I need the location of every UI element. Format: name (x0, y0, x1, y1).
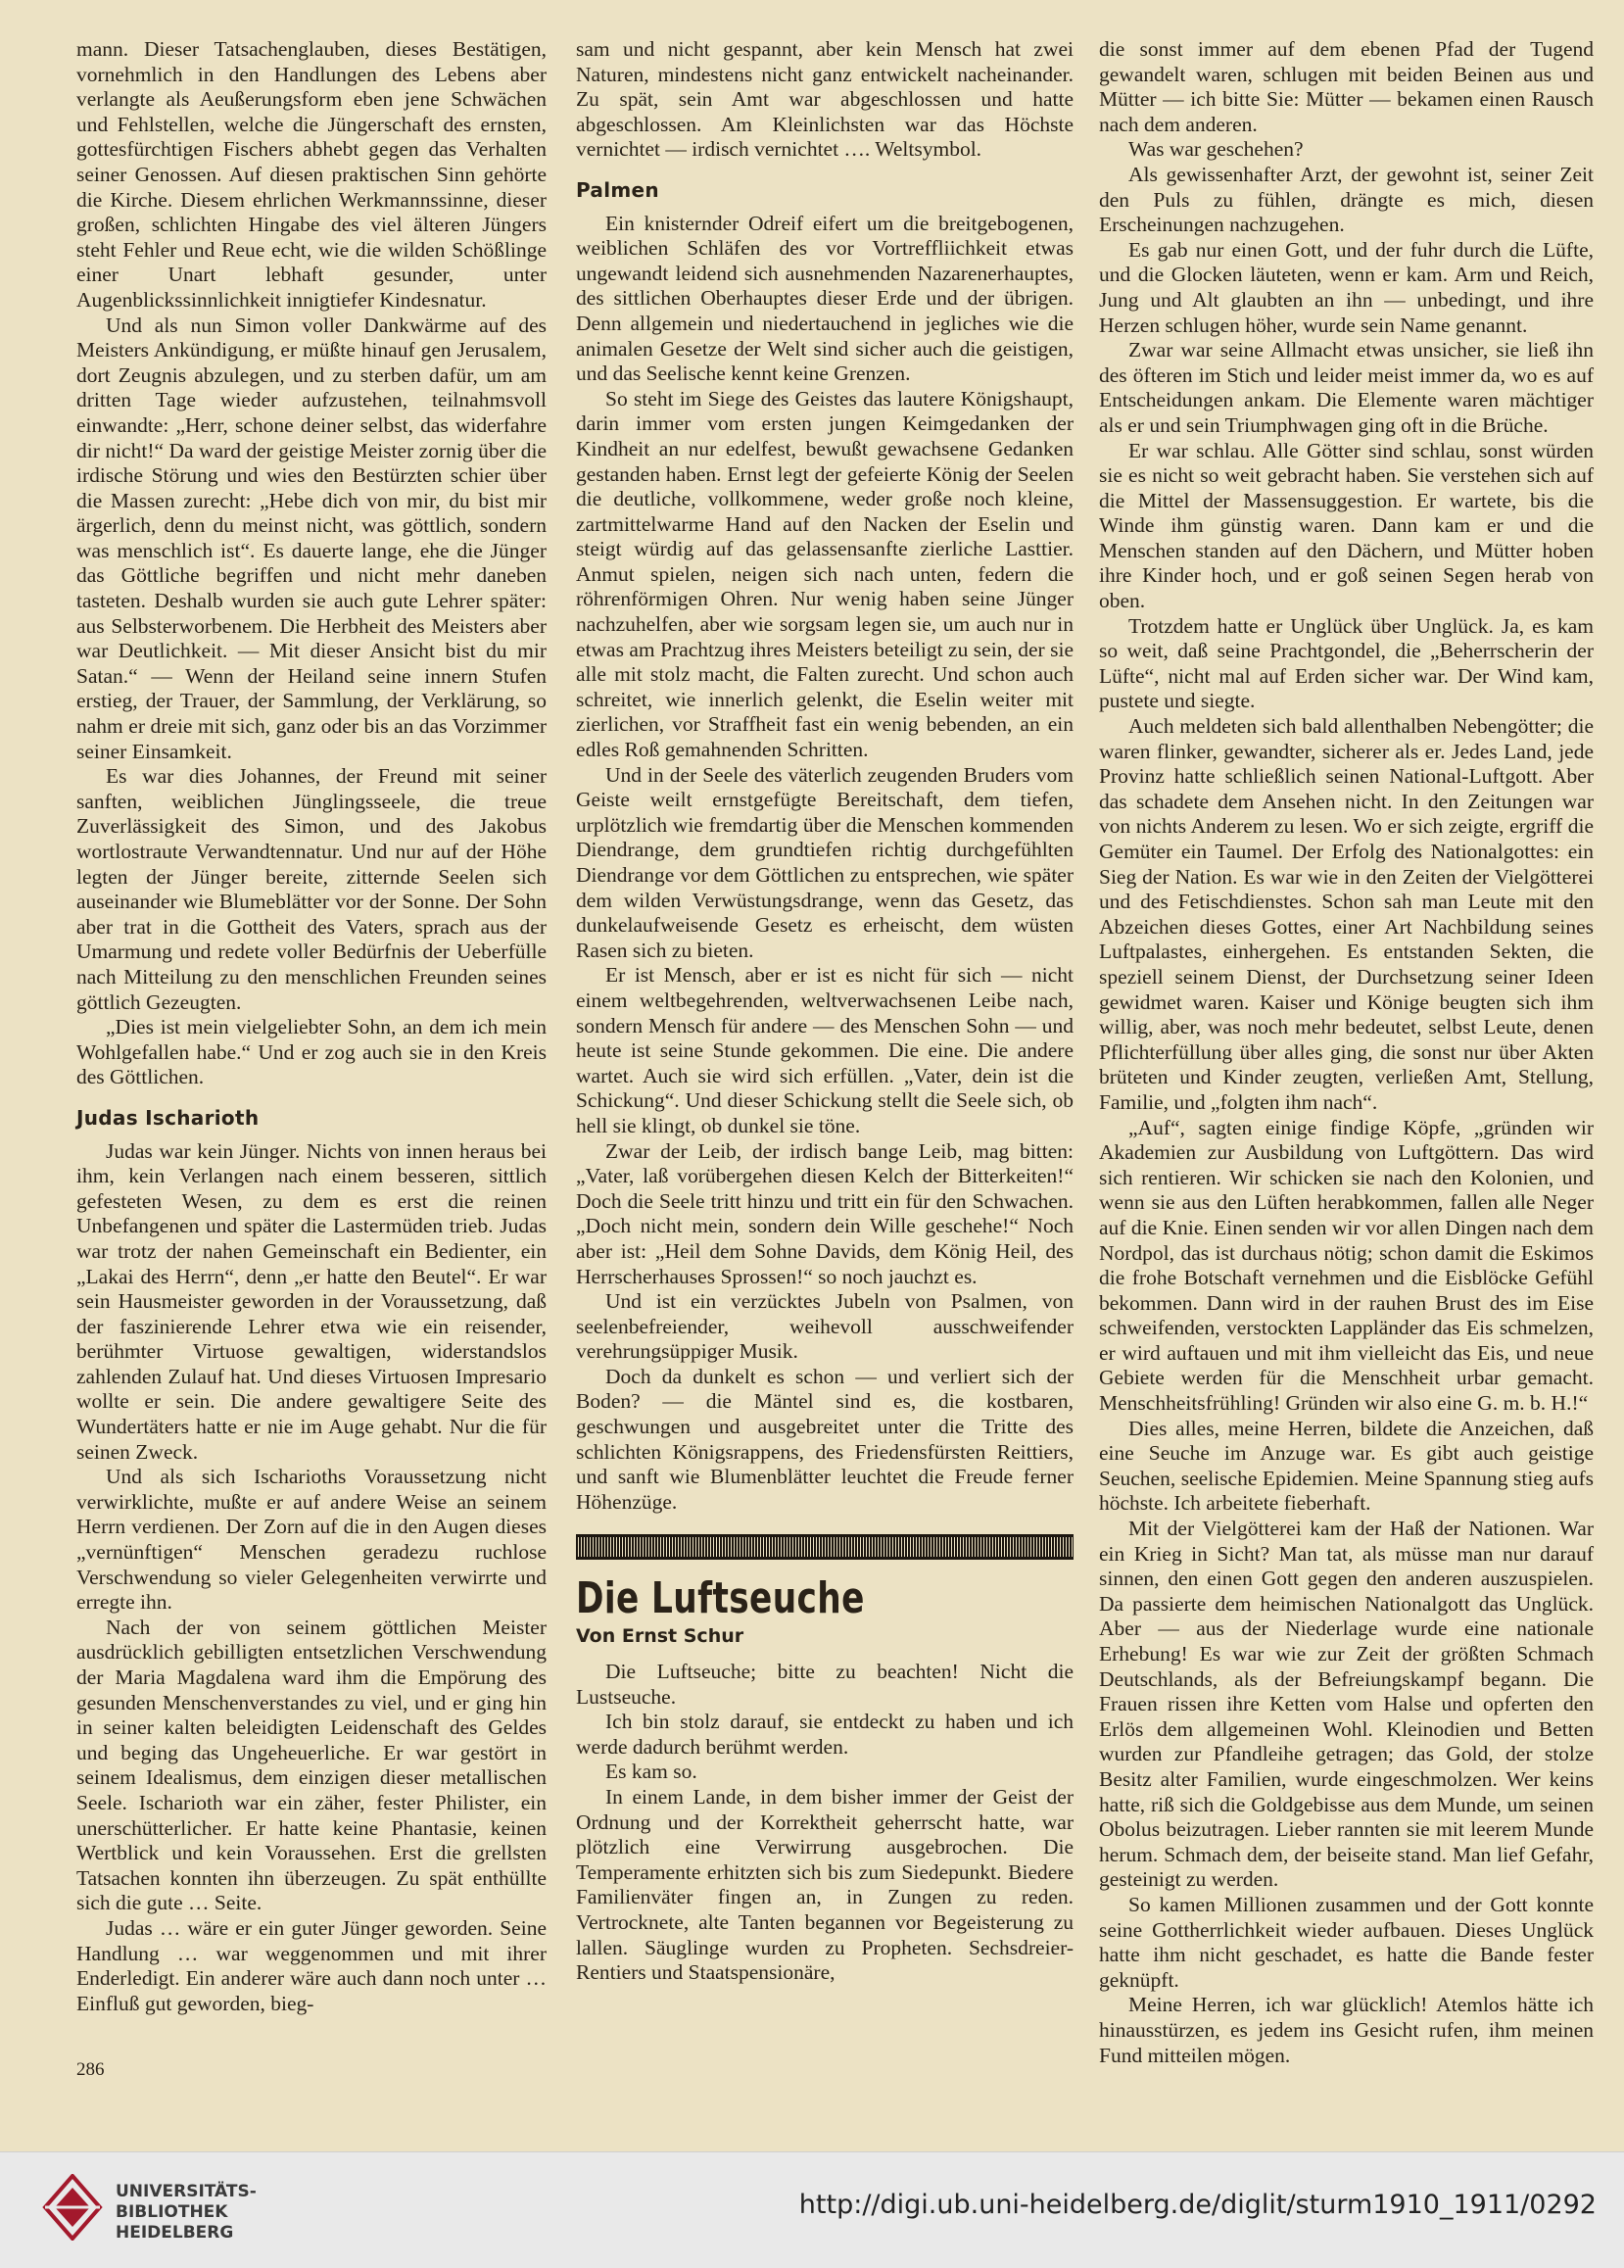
paragraph: Doch da dunkelt es schon — und verliert sich der Boden? — die Mäntel sind es, die kostbaren, geschwungen und ausgebreitet unter die Tritte des schlichten Königsrappens, des Friedensfürsten Reittiers, und sanft wie Blumenblätter leuchtet die Freude ferner Höhenzüge. (576, 1364, 1074, 1514)
column-3 (1099, 37, 1594, 2068)
paragraph: Und als nun Simon voller Dankwärme auf des Meisters Ankündigung, er müßte hinauf gen Jerusalem, dort Zeugnis abzulegen, und zu sterben dafür, um am dritten Tage wieder aufzustehen, teilnahmsvoll einwandte: „Herr, schone deiner selbst, das widerfahre dir nicht!“ Da ward der geistige Meister zornig über die irdische Störung und wies den Bestürzten schier über die Massen zurecht: „Hebe dich von mir, du bist mir ärgerlich, denn du meinst nicht, was göttlich, sondern was menschlich ist“. Es dauerte lange, ehe die Jünger das Göttliche begriffen und nicht mehr daneben tasteten. Deshalb wurden sie auch gute Lehrer später: aus Selbsterworbenem. Die Herbheit des Meisters aber war Deutlichkeit. — Mit dieser Ansicht bist du mir Satan.“ — Wenn der Heiland seine innern Stufen erstieg, der Trauer, der Sammlung, der Verklärung, so nahm er dreie mit sich, ganz oder bis an das Vorzimmer seiner Einsamkeit. (76, 313, 547, 763)
paragraph: Er ist Mensch, aber er ist es nicht für sich — nicht einem weltbegehrenden, weltverwachsenen Leibe nach, sondern Mensch für andere — des Menschen Sohn — und heute ist seine Stunde gekommen. Die eine. Die andere wartet. Auch sie wird sich erfüllen. „Vater, dein ist die Schickung“. Und dieser Schickung stellt die Seele sich, ob hell sie klingt, ob dunkel sie töne. (576, 963, 1074, 1137)
paragraph: Trotzdem hatte er Unglück über Unglück. Ja, es kam so weit, daß seine Prachtgondel, die „Beherrscherin der Lüfte“, nicht mal auf Erden sicher war. Der Wind kam, pustete und siegte. (1099, 613, 1594, 713)
paragraph: „Dies ist mein vielgeliebter Sohn, an dem ich mein Wohlgefallen habe.“ Und er zog auch sie in den Kreis des Göttlichen. (76, 1015, 547, 1089)
paragraph: Als gewissenhafter Arzt, der gewohnt ist, seiner Zeit den Puls zu fühlen, drängte es mich, diesen Erscheinungen nachzugehen. (1099, 162, 1594, 237)
paragraph: die sonst immer auf dem ebenen Pfad der Tugend gewandelt waren, schlugen mit beiden Beinen aus und Mütter — ich bitte Sie: Mütter — bekamen einen Rausch nach dem anderen. (1099, 37, 1594, 136)
paragraph: In einem Lande, in dem bisher immer der Geist der Ordnung und der Korrektheit geherrscht hatte, war plötzlich eine Verwirrung ausgebrochen. Die Temperamente erhitzten sich bis zum Siedepunkt. Biedere Familienväter fingen an, in Zungen zu reden. Vertrocknete, alte Tanten begannen vor Begeisterung zu lallen. Säuglinge wurden zu Propheten. Sechsdreier-Rentiers und Staatspensionäre, (576, 1785, 1074, 1985)
library-logo-text (116, 2182, 257, 2244)
paragraph: Zwar der Leib, der irdisch bange Leib, mag bitten: „Vater, laß vorübergehen diesen Kelch der Bitterkeiten!“ Doch die Seele tritt hinzu und tritt ein für den Schwachen. „Doch nicht mein, sondern dein Wille geschehe!“ Noch aber ist: „Heil dem Sohne Davids, dem König Heil, des Herrscherhauses Sprossen!“ so noch jauchzt es. (576, 1138, 1074, 1288)
paragraph: Judas … wäre er ein guter Jünger geworden. Seine Handlung … war weggenommen und mit ihrer Enderledigt. Ein anderer wäre auch dann noch unter … Einfluß gut geworden, bieg- (76, 1915, 547, 2015)
paragraph: Judas war kein Jünger. Nichts von innen heraus bei ihm, kein Verlangen nach einem besseren, sittlich gefesteten Wesen, zu dem es erst die reinen Unbefangenen und später die Lastermüden trieb. Judas war trotz der nahen Gemeinschaft ein Bedienter, ein „Lakai des Herrn“, denn „er hatte den Beutel“. Er war sein Hausmeister geworden in der Voraussetzung, daß der faszinierende Lehrer etwa wie ein reisender, berühmter Virtuose gewaltigen, widerstandslos zahlenden Zulauf hat. Und dieses Virtuosen Impresario wollte er sein. Die andere gewaltigere Seite des Wundertäters hatte er nie im Auge gehabt. Nur die für seinen Zweck. (76, 1138, 547, 1464)
column-1 (76, 37, 547, 2016)
paragraph: „Auf“, sagten einige findige Köpfe, „gründen wir Akademien zur Ausbildung von Luftgöttern. Das wird sich rentieren. Wir schicken sie nach den Kolonien, und wenn sie aus den Lüften herabkommen, fallen alle Neger auf die Knie. Einen senden wir vor allen Dingen nach dem Nordpol, das ist durchaus nötig; schon damit die Eskimos die frohe Botschaft vernehmen und die Eisblöcke Gefühl bekommen. Dann wird in der rauhen Brust des im Eise schweifenden, verstockten Lappländer das Eis schmelzen, er wird auftauen und mit ihm vielleicht das Eis, und neue Gebiete werden für die Menschheit urbar gemacht. Menschheitsfrühling! Gründen wir also eine G. m. b. H.!“ (1099, 1115, 1594, 1416)
logo-line: HEIDELBERG (116, 2223, 234, 2243)
paragraph: Nach der von seinem göttlichen Meister ausdrücklich gebilligten entsetzlichen Verschwendung der Maria Magdalena ward ihm die Empörung des gesunden Menschenverstandes zu viel, und er ging hin in seiner kalten beleidigten Leidenschaft des Geldes und beging das Ungeheuerliche. Er war gestört in seinem Idealismus, dem einzigen dieser metallischen Seele. Ischarioth war ein zäher, fester Philister, ein unerschütterlicher. Er hatte keine Phantasie, keinen Wertblick und kein Voraussehen. Erst die grellsten Tatsachen konnten ihn überzeugen. Zu spät enthüllte sich die gute … Seite. (76, 1615, 547, 1915)
source-url-link[interactable]: http://digi.ub.uni-heidelberg.de/diglit/sturm1910_1911/0292 (798, 2190, 1597, 2220)
paragraph: Es kam so. (605, 1760, 697, 1784)
paragraph: Er war schlau. Alle Götter sind schlau, sonst würden sie es nicht so weit gebracht haben. Sie verstehen sich auf die Mittel der Massensuggestion. Er wartete, bis die Winde ihm günstig waren. Dann kam er und die Menschen standen auf den Dächern, und Mütter hoben ihre Kinder hoch, und er goß seinen Segen herab von oben. (1099, 438, 1594, 613)
paragraph: Die Luftseuche; bitte zu beachten! Nicht die Lustseuche. (576, 1660, 1074, 1709)
paragraph: Was war geschehen? (1128, 137, 1304, 162)
paragraph: So steht im Siege des Geistes das lautere Königshaupt, darin immer vom ersten jungen Keimgedanken der Kindheit an nur edelfest, bewußt gewachsene Gedanken gestanden haben. Ernst legt der gefeierte König der Seelen die deutliche, vollkommene, weder große noch kleine, zartmittelwarme Hand auf den Nacken der Eselin und steigt würdig auf das gelassensanfte zierliche Lasttier. Anmut spielen, neigen sich nach unten, federn die röhrenförmigen Ohren. Nur wenig haben seine Jünger nachzuhelfen, aber wie sorgsam legen sie, um auch nur in etwas am Prachtzug ihres Meisters beteiligt zu sein, der sie alle mit stolz macht, die Falten zurecht. Und schon auch schreitet, wie innerlich gelenkt, die Eselin weiter mit zierlichen, vor Straffheit fast ein wenig bebenden, an ein edles Roß gemahnenden Schritten. (576, 386, 1074, 762)
paragraph: Ich bin stolz darauf, sie entdeckt zu haben und ich werde dadurch berühmt werden. (576, 1710, 1074, 1759)
paragraph: Meine Herren, ich war glücklich! Atemlos hätte ich hinausstürzen, es jedem ins Gesicht rufen, ihm meinen Fund mitteilen mögen. (1099, 1993, 1594, 2067)
article-byline: Von Ernst Schur (576, 1625, 744, 1648)
paragraph: Dies alles, meine Herren, bildete die Anzeichen, daß eine Seuche im Anzuge war. Es gibt auch geistige Seuchen, seelische Epidemien. Meine Spannung stieg aufs höchste. Ich arbeitete fieberhaft. (1099, 1416, 1594, 1516)
paragraph: Und in der Seele des väterlich zeugenden Bruders vom Geiste weilt ernstgefügte Bereitschaft, dem tiefen, urplötzlich wie fremdartig über die Menschen kommenden Diendrange, dem grundtiefen richtig durchgefühlten Diendrange vor dem Göttlichen zu entsprechen, wie später dem wilden Verwüstungsdrange, wenn das Gesetz, das dunkelaufweisende Gesetz es erheischt, dem wüsten Rasen sich zu bieten. (576, 762, 1074, 962)
paragraph: Ein knisternder Odreif eifert um die breitgebogenen, weiblichen Schläfen des vor Vortreffliichkeit etwas ungewandt leidend sich ausnehmenden Nazarenerhauptes, des sittlichen Oberhauptes dieser Erde und der übrigen. Denn allgemein und niedertauchend in jegliches wie die animalen Gesetze der Welt sind sicher auch die geistigen, und das Seelische kennt keine Grenzen. (576, 211, 1074, 386)
decorative-rule (576, 1534, 1074, 1560)
paragraph: Auch meldeten sich bald allenthalben Nebengötter; die waren flinker, gewandter, sicherer als er. Jedes Land, jede Provinz hatte schließlich seinen National-Luftgott. Aber das schadete dem Ansehen nicht. In den Zeitungen war von nichts Anderem zu lesen. Wo er sich zeigte, ergriff die Gemüter ein Taumel. Der Erfolg des Nationalgottes: ein Sieg der Nation. Es war wie in den Zeiten der Vielgötterei und des Fetischdienstes. Schon sah man Leute mit den Abzeichen dieses Gottes, einer Art Nachbildung seines Luftpalastes, einhergehen. Es entstanden Sekten, die speziell seinem Dienst, der Durchsetzung seiner Ideen gewidmet waren. Kaiser und Könige beugten sich ihm willig, aber, was noch mehr bedeutet, selbst Leute, denen Pflichterfüllung über alles ging, die sonst nur über Akten brüteten und Kinder zeugten, verließen Amt, Stellung, Familie, und „folgten ihm nach“. (1099, 714, 1594, 1114)
article-title: Die Luftseuche (576, 1573, 865, 1624)
section-heading-judas: Judas Ischarioth (76, 1105, 260, 1130)
paragraph: Es gab nur einen Gott, und der fuhr durch die Lüfte, und die Glocken läuteten, wenn er kam. Arm und Reich, Jung und Alt glaubten an ihn — unbedingt, und ihre Herzen schlugen höher, wurde sein Name genannt. (1099, 237, 1594, 337)
page-number: 286 (76, 2059, 105, 2080)
paragraph: Und ist ein verzücktes Jubeln von Psalmen, von seelenbefreiender, weihevoll ausschweifender verehrungsüppiger Musik. (576, 1289, 1074, 1364)
paragraph: Es war dies Johannes, der Freund mit seiner sanften, weiblichen Jünglingsseele, die treue Zuverlässigkeit des Simon, und des Jakobus wortlostraute Verwandtennatur. Und nur auf der Höhe legten der Jünger bereite, zitternde Seelen sich auseinander wie Blumeblätter vor der Sonne. Der Sohn aber trat in die Gottheit des Vaters, sprach aus der Umarmung und redete voller Bedürfnis der Ueberfülle nach Mitteilung zu den menschlichen Freunden seines göttlich Gezeugten. (76, 764, 547, 1014)
paragraph: Zwar war seine Allmacht etwas unsicher, sie ließ ihn des öfteren im Stich und leider meist immer da, wo es auf Entscheidungen ankam. Die Elemente waren mächtiger als er und sein Triumphwagen ging oft in die Brüche. (1099, 338, 1594, 437)
paragraph: sam und nicht gespannt, aber kein Mensch hat zwei Naturen, mindestens nicht ganz entwickelt nacheinander. Zu spät, sein Amt war abgeschlossen und hatte abgeschlossen. Am Kleinlichsten war das Höchste vernichtet — irdisch vernichtet …. Weltsymbol. (576, 37, 1074, 162)
paragraph: Mit der Vielgötterei kam der Haß der Nationen. War ein Krieg in Sicht? Man tat, als müsse man nur darauf sinnen, den einen Gott gegen den anderen auszuspielen. Da passierte dem heimischen Nationalgott das Unglück. Aber — aus der Niederlage wurde eine nationale Erhebung! Es war wie zur Zeit der größten Schmach Deutschlands, als der Befreiungskampf begann. Die Frauen rissen ihre Ketten vom Halse und opferten den Erlös dem allgemeinen Wohl. Kleinodien und Betten wurden zur Pfandleihe getragen; das Gold, der stolze Besitz alter Familien, wurde eingeschmolzen. Wer keins hatte, riß sich die Goldgebisse aus dem Munde, um seinen Obolus beizutragen. Lieber rannten sie mit leerem Munde herum. Schmach dem, der beiseite stand. Man lief Gefahr, gesteinigt zu werden. (1099, 1517, 1594, 1892)
logo-line: UNIVERSITÄTS- (116, 2182, 257, 2201)
logo-line: BIBLIOTHEK (116, 2202, 228, 2222)
column-2 (576, 37, 1074, 1986)
paragraph: mann. Dieser Tatsachenglauben, dieses Bestätigen, vornehmlich in den Handlungen des Lebens aber verlangte als Aeußerungsform eben jene Schwächen und Fehlstellen, welche die Jüngerschaft des ernsten, gottesfürchtigen Fischers abhebt gegen das Verhalten seiner Genossen. Auf diesen praktischen Sinn gehörte die Kirche. Diesem ehrlichen Werkmannssinne, dieser großen, schlichten Hingabe des viel älteren Jüngers steht Fehler und Reue echt, wie die wilden Schößlinge einer Unart lebhaft gesunder, unter Augenblickssinnlichkeit innigtiefer Kindesnatur. (76, 37, 547, 312)
section-heading-palmen: Palmen (576, 177, 659, 202)
library-footer (0, 2151, 1624, 2268)
paragraph: So kamen Millionen zusammen und der Gott konnte seine Gottherrlichkeit wieder aufbauen. Dieses Unglück hatte ihm nicht geschadet, es hatte die Bande fester geknüpft. (1099, 1892, 1594, 1992)
paragraph: Und als sich Ischarioths Voraussetzung nicht verwirklichte, mußte er auf andere Weise an seinem Herrn verdienen. Der Zorn auf die in den Augen dieses „vernünftigen“ Menschen geradezu ruchlose Verschwendung so vieler Gelegenheiten verwirrte und erregte ihn. (76, 1465, 547, 1615)
library-logo-icon (41, 2174, 104, 2241)
